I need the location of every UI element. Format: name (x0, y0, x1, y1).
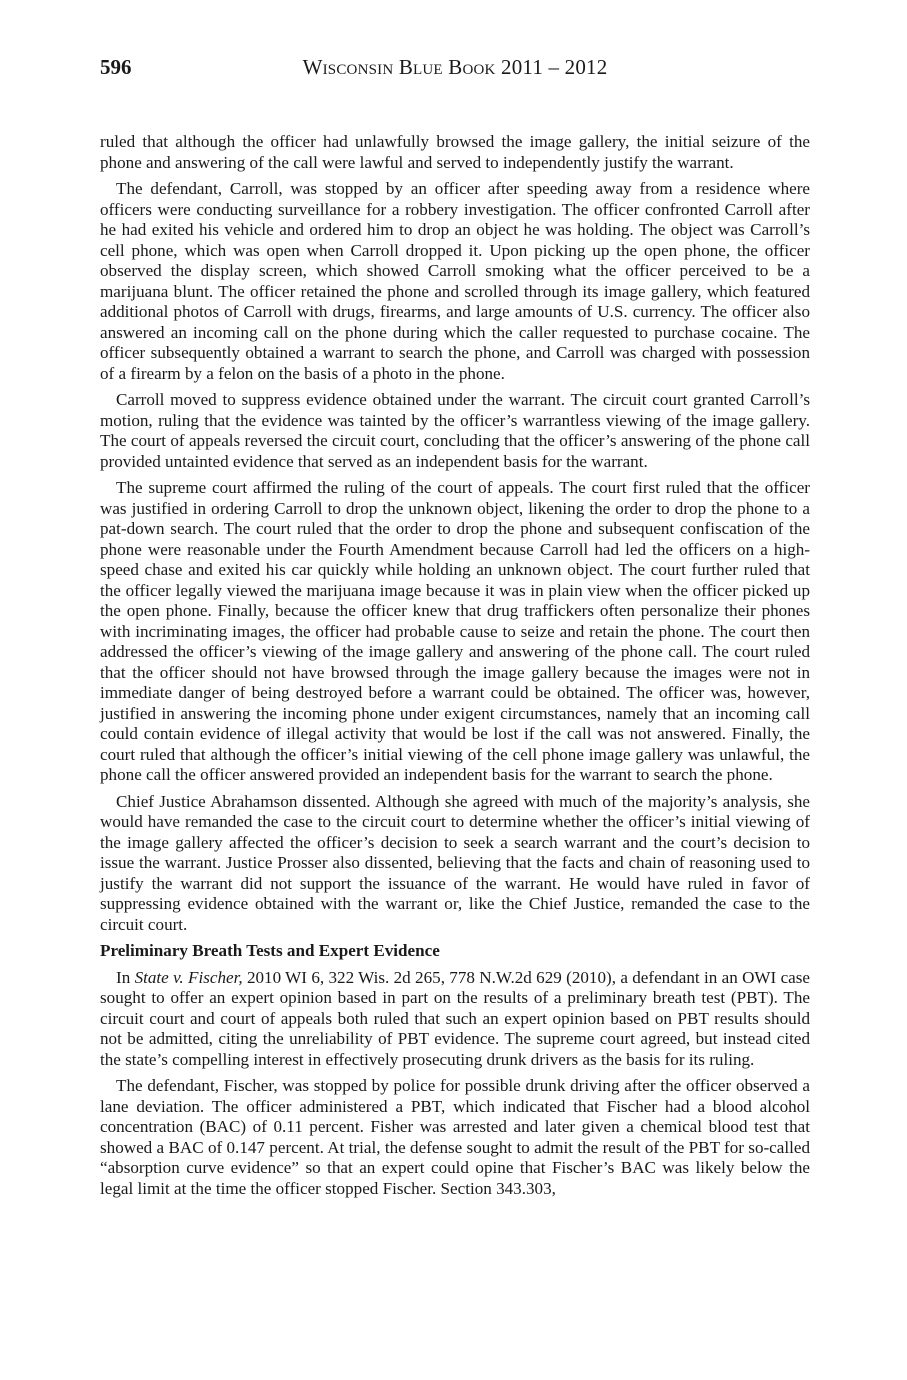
page-header (100, 52, 810, 82)
paragraph-continuation: ruled that although the officer had unlawfully browsed the image gallery, the initial seizure of the phone and answering of the call were lawful and served to independently justify the warrant. (100, 132, 810, 172)
paragraph-supreme-court-ruling: The supreme court affirmed the ruling of the court of appeals. The court first ruled that the officer was justified in ordering Carroll to drop the unknown object, likening the order to drop the phone to a pat-down search. The court ruled that the order to drop the phone and subsequent confiscation of the phone were reasonable under the Fourth Amendment because Carroll had led the officers on a high-speed chase and exited his car quickly while holding an unknown object. The court further ruled that the officer legally viewed the marijuana image because it was in plain view when the officer picked up the open phone. Finally, because the officer knew that drug traffickers often personalize their phones with incriminating images, the officer had probable cause to seize and retain the phone. The court then addressed the officer’s viewing of the image gallery and answering of the phone call. The court ruled that the officer should not have browsed through the image gallery because the images were not in immediate danger of being destroyed before a warrant could be obtained. The officer was, however, justified in answering the incoming phone under exigent circumstances, namely that an incoming call could contain evidence of illegal activity that would be lost if the call was not answered. Finally, the court ruled that although the officer’s initial viewing of the cell phone image gallery was unlawful, the phone call the officer answered provided an independent basis for the warrant to search the phone. (100, 478, 810, 784)
paragraph-carroll-facts: The defendant, Carroll, was stopped by an officer after speeding away from a residence where officers were conducting surveillance for a robbery investigation. The officer confronted Carroll after he had exited his vehicle and ordered him to drop an object he was holding. The object was Carroll’s cell phone, which was open when Carroll dropped it. Upon picking up the open phone, the officer observed the display screen, which showed Carroll smoking what the officer perceived to be a marijuana blunt. The officer retained the phone and scrolled through its image gallery, which featured additional photos of Carroll with drugs, firearms, and large amounts of U.S. currency. The officer also answered an incoming call on the phone during which the caller requested to purchase cocaine. The officer subsequently obtained a warrant to search the phone, and Carroll was charged with possession of a firearm by a felon on the basis of a photo in the phone. (100, 179, 810, 383)
paragraph-fischer-intro (100, 968, 810, 1071)
fischer-lead: In (116, 967, 135, 987)
case-name: State v. Fischer, (134, 967, 243, 987)
running-head (100, 52, 810, 82)
paragraph-carroll-procedure: Carroll moved to suppress evidence obtained under the warrant. The circuit court granted Carroll’s motion, ruling that the evidence was tainted by the officer’s warrantless viewing of the image gallery. The court of appeals reversed the circuit court, concluding that the officer’s answering of the phone call provided untainted evidence that served as an independent basis for the warrant. (100, 390, 810, 471)
running-head-title: Wisconsin Blue Book 2011 – 2012 (302, 55, 608, 79)
body-text (100, 132, 810, 1205)
paragraph-fischer-facts: The defendant, Fischer, was stopped by police for possible drunk driving after the officer observed a lane deviation. The officer administered a PBT, which indicated that Fischer had a blood alcohol concentration (BAC) of 0.11 percent. Fisher was arrested and later given a chemical blood test that showed a BAC of 0.147 percent. At trial, the defense sought to admit the result of the PBT for so-called “absorption curve evidence” so that an expert could opine that Fischer’s BAC was likely below the legal limit at the time the officer stopped Fischer. Section 343.303, (100, 1076, 810, 1198)
section-heading: Preliminary Breath Tests and Expert Evidence (100, 941, 440, 960)
page-number: 596 (100, 55, 132, 79)
paragraph-dissent: Chief Justice Abrahamson dissented. Although she agreed with much of the majority’s analysis, she would have remanded the case to the circuit court to determine whether the officer’s initial viewing of the image gallery affected the officer’s decision to seek a search warrant and the court’s decision to issue the warrant. Justice Prosser also dissented, believing that the facts and chain of reasoning used to justify the warrant did not support the issuance of the warrant. He would have ruled in favor of suppressing evidence obtained with the warrant or, like the Chief Justice, remanded the case to the circuit court. (100, 791, 810, 934)
fischer-rest: 2010 WI 6, 322 Wis. 2d 265, 778 N.W.2d 629 (2010), a defendant in an OWI case sought to offer an expert opinion based in part on the results of a preliminary breath test (PBT). The circuit court and court of appeals both ruled that such an expert opinion based on PBT results should not be admitted, citing the unreliability of PBT evidence. The supreme court agreed, but instead cited the state’s compelling interest in effectively prosecuting drunk drivers as the basis for its ruling. (100, 967, 810, 1069)
